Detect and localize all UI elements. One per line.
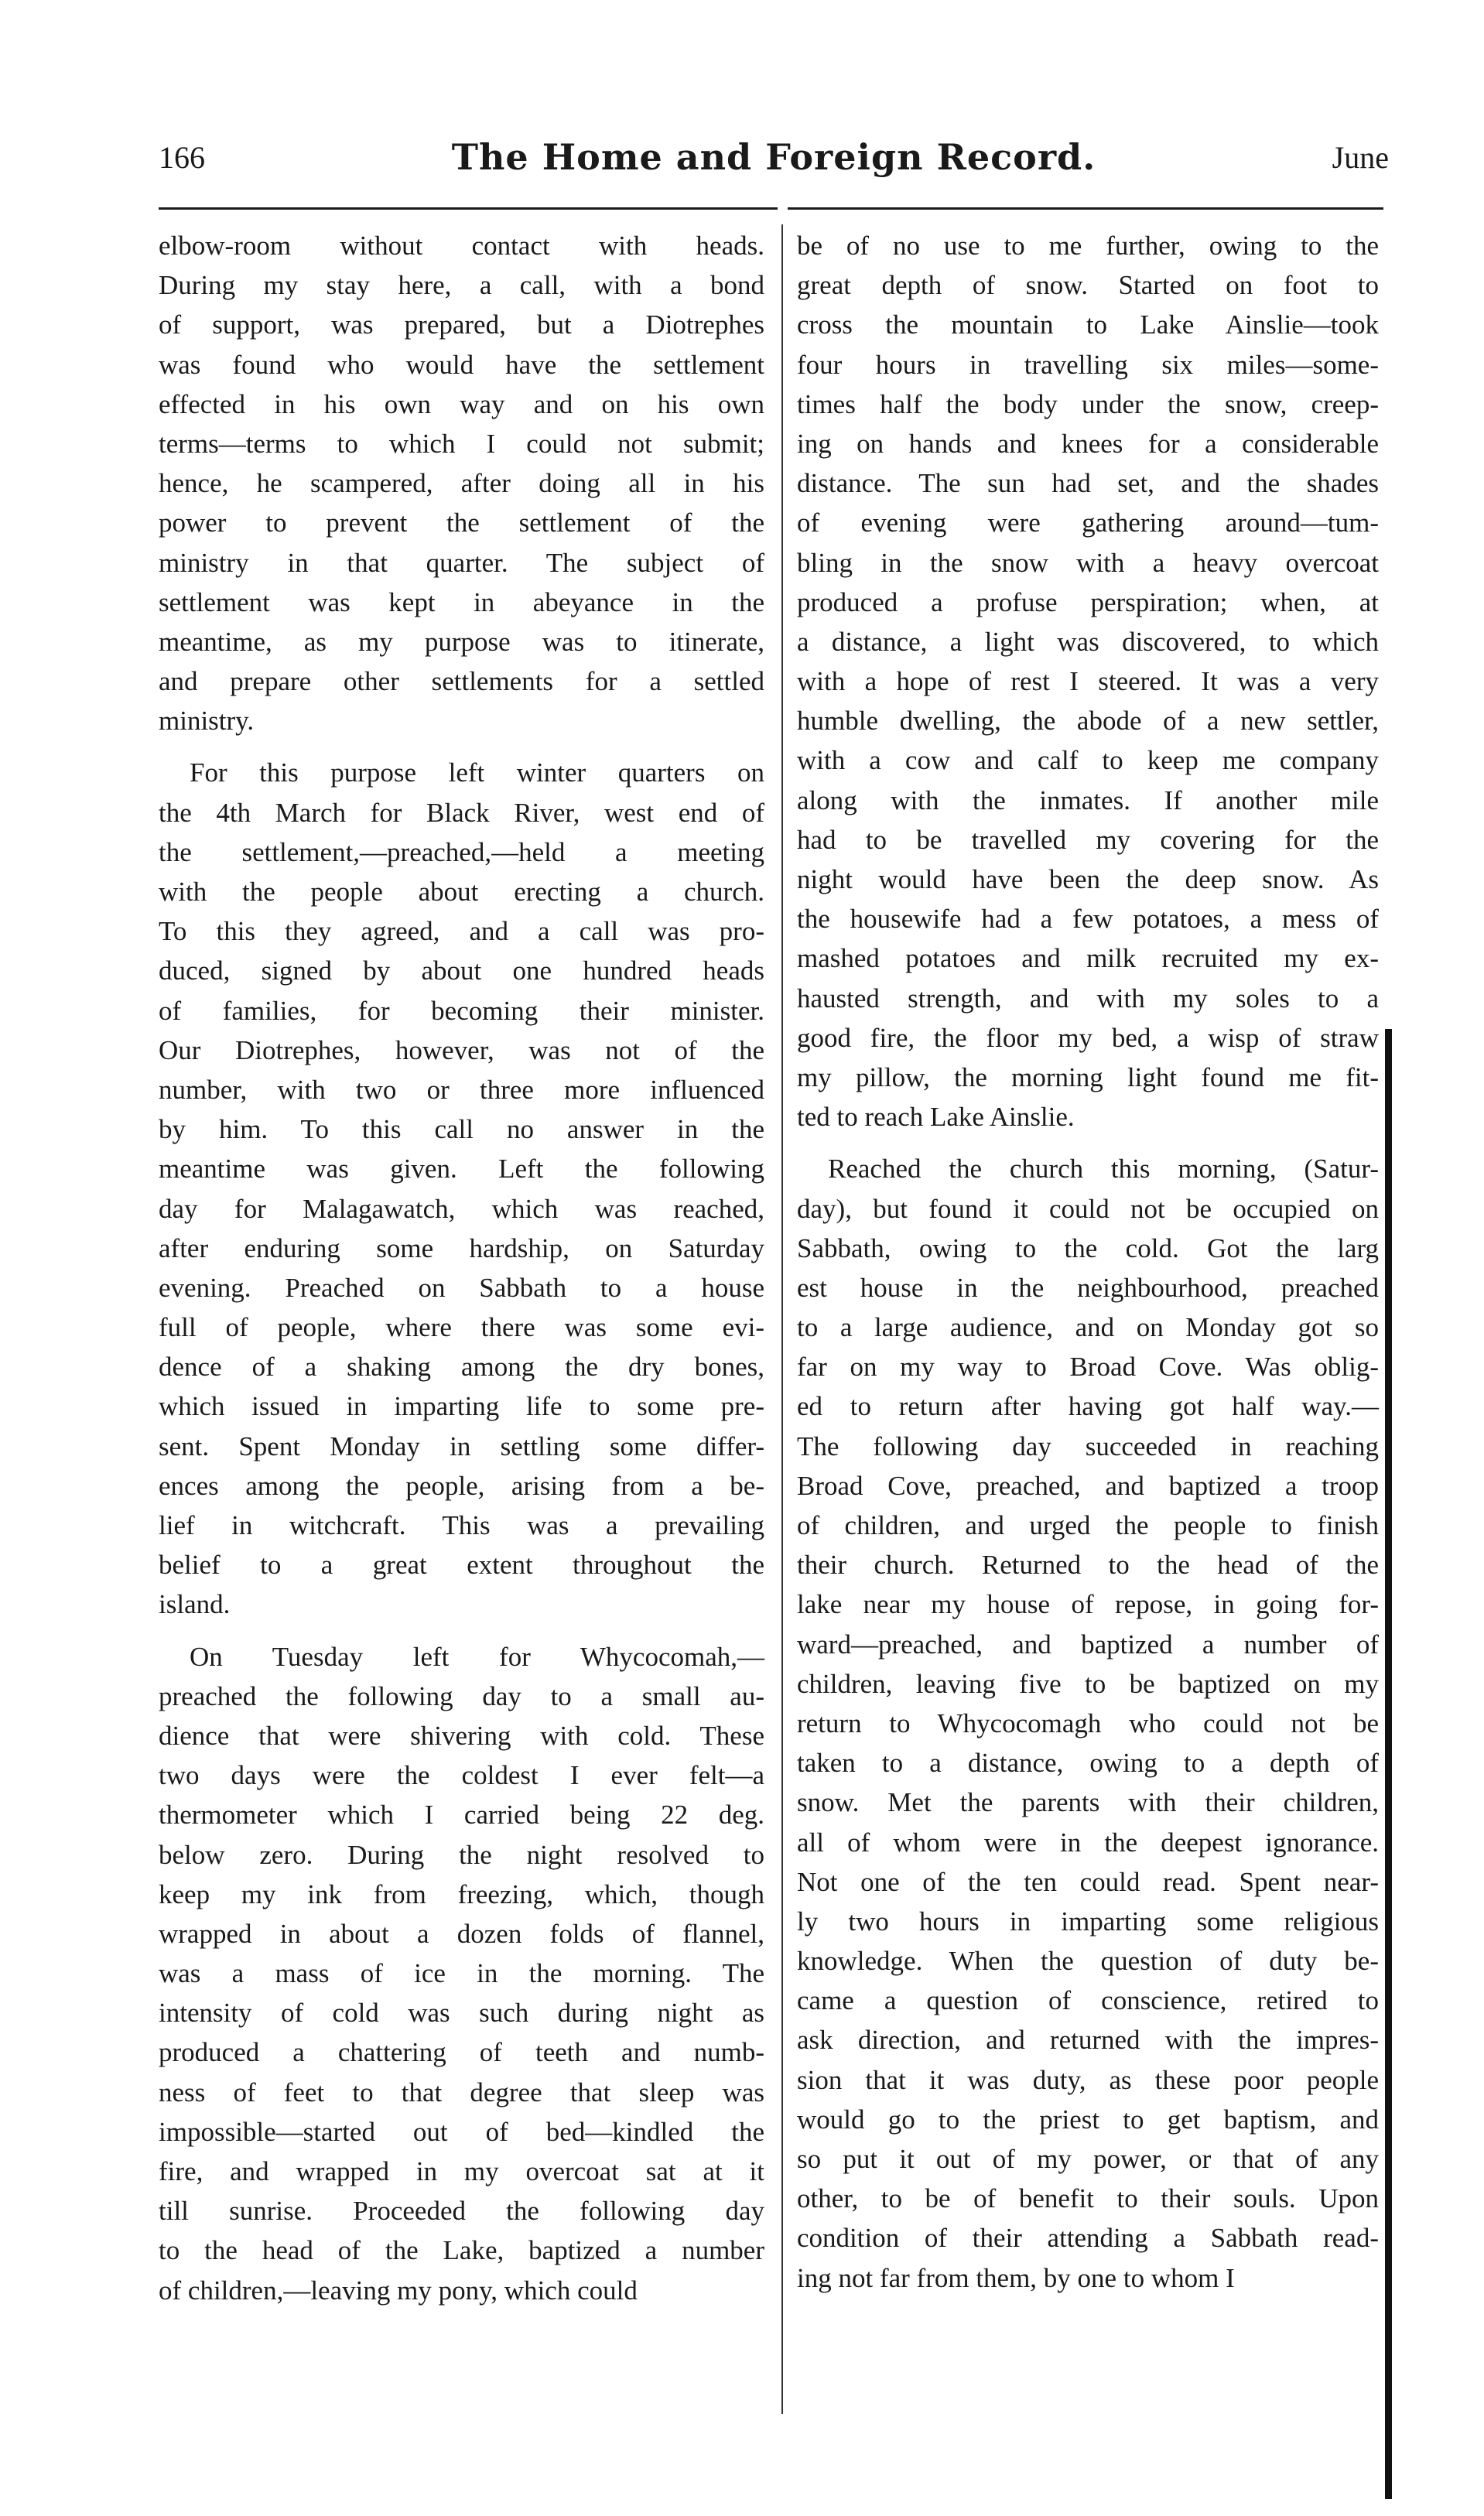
text-line: their church. Returned to the head of the [797,1550,1379,1581]
text-line: hence, he scampered, after doing all in his [159,468,764,499]
text-line: my pillow, the morning light found me fit- [797,1061,1379,1092]
text-line: with a hope of rest I steered. It was a very [797,666,1379,697]
text-line: est house in the neighbourhood, preached [797,1272,1379,1303]
text-line: condition of their attending a Sabbath read- [797,2223,1379,2254]
text-line: humble dwelling, the abode of a new settler, [797,706,1379,737]
header-rule-left [159,207,778,210]
text-line: all of whom were in the deepest ignorance. [797,1827,1379,1858]
text-line: day), but found it could not be occupied on [797,1193,1379,1224]
text-line: number, with two or three more influenced [159,1074,764,1105]
text-line: sion that it was duty, as these poor people [797,2064,1379,2095]
text-line: ask direction, and returned with the impres- [797,2025,1379,2056]
text-line: island. [159,1589,231,1620]
text-line: of children, and urged the people to finish [797,1510,1379,1540]
text-line: times half the body under the snow, creep- [797,388,1379,419]
text-line: full of people, where there was some evi- [159,1312,764,1343]
text-line: terms—terms to which I could not submit; [159,428,764,459]
text-line: fire, and wrapped in my overcoat sat at it [159,2156,764,2186]
page-edge-shadow [1385,1029,1392,2499]
text-line: On Tuesday left for Whycocomah,— [190,1641,764,1672]
text-line: day for Malagawatch, which was reached, [159,1193,764,1224]
running-title: The Home and Foreign Record. [451,136,1096,178]
text-line: ness of feet to that degree that sleep was [159,2077,764,2107]
paragraph-gap [797,1137,1379,1149]
text-line: produced a profuse perspiration; when, at [797,586,1379,617]
text-line: lief in witchcraft. This was a prevailing [159,1510,764,1540]
text-line: great depth of snow. Started on foot to [797,270,1379,301]
right-column [797,226,1379,2298]
text-line: produced a chattering of teeth and numb- [159,2037,764,2068]
text-line: a distance, a light was discovered, to which [797,626,1379,657]
text-line: meantime was given. Left the following [159,1154,764,1185]
text-line: thermometer which I carried being 22 deg. [159,1800,764,1831]
text-line: snow. Met the parents with their children, [797,1787,1379,1818]
text-line: duced, signed by about one hundred heads [159,955,764,986]
text-line: power to prevent the settlement of the [159,508,764,538]
text-line: had to be travelled my covering for the [797,824,1379,855]
text-line: return to Whycocomagh who could not be [797,1708,1379,1738]
text-line: effected in his own way and on his own [159,388,764,419]
text-line: keep my ink from freezing, which, though [159,1878,764,1909]
text-line: below zero. During the night resolved to [159,1839,764,1870]
text-line: night would have been the deep snow. As [797,864,1379,894]
text-line: after enduring some hardship, on Saturday [159,1232,764,1263]
issue-month: June [1332,140,1389,175]
text-line: During my stay here, a call, with a bond [159,270,764,301]
text-line: Our Diotrephes, however, was not of the [159,1034,764,1065]
text-line: by him. To this call no answer in the [159,1114,764,1145]
text-line: four hours in travelling six miles—some- [797,349,1379,380]
text-line: ministry in that quarter. The subject of [159,547,764,578]
text-line: other, to be of benefit to their souls. Upon [797,2183,1379,2214]
text-line: dence of a shaking among the dry bones, [159,1352,764,1383]
text-line: good fire, the floor my bed, a wisp of straw [797,1022,1379,1053]
page-header [159,136,1389,193]
text-line: came a question of conscience, retired to [797,1985,1379,2016]
text-line: till sunrise. Proceeded the following day [159,2196,764,2227]
text-line: hausted strength, and with my soles to a [797,983,1379,1014]
text-line: was found who would have the settlement [159,349,764,380]
text-line: far on my way to Broad Cove. Was oblig- [797,1352,1379,1383]
text-line: distance. The sun had set, and the shades [797,468,1379,499]
text-line: to the head of the Lake, baptized a number [159,2235,764,2266]
text-line: of children,—leaving my pony, which could [159,2275,638,2306]
text-line: The following day succeeded in reaching [797,1431,1379,1461]
text-line: with a cow and calf to keep me company [797,745,1379,776]
text-line: sent. Spent Monday in settling some differ- [159,1431,764,1461]
text-line: with the people about erecting a church. [159,877,764,907]
text-line: the 4th March for Black River, west end of [159,797,764,828]
text-line: settlement was kept in abeyance in the [159,586,764,617]
text-line: ing not far from them, by one to whom I [797,2262,1235,2293]
text-line: Not one of the ten could read. Spent near- [797,1866,1379,1897]
text-line: ences among the people, arising from a be- [159,1470,764,1501]
text-line: Sabbath, owing to the cold. Got the larg [797,1232,1379,1263]
text-line: to a large audience, and on Monday got so [797,1312,1379,1343]
text-line: two days were the coldest I ever felt—a [159,1760,764,1791]
text-line: mashed potatoes and milk recruited my ex- [797,943,1379,974]
text-line: the settlement,—preached,—held a meeting [159,836,764,867]
text-line: To this they agreed, and a call was pro- [159,916,764,947]
text-line: ed to return after having got half way.— [797,1391,1379,1422]
column-divider [781,224,783,2414]
text-line: ted to reach Lake Ainslie. [797,1102,1075,1133]
text-line: taken to a distance, owing to a depth of [797,1748,1379,1779]
text-line: along with the inmates. If another mile [797,785,1379,815]
text-line: belief to a great extent throughout the [159,1550,764,1581]
text-line: of support, was prepared, but a Diotrephes [159,309,764,340]
text-line: children, leaving five to be baptized on my [797,1668,1379,1699]
left-column [159,226,764,2310]
text-line: Reached the church this morning, (Satur- [828,1154,1379,1185]
text-line: ward—preached, and baptized a number of [797,1629,1379,1660]
text-line: of families, for becoming their minister. [159,995,764,1026]
text-line: of evening were gathering around—tum- [797,508,1379,538]
text-line: meantime, as my purpose was to itinerate, [159,626,764,657]
text-line: elbow-room without contact with heads. [159,231,764,261]
text-line: so put it out of my power, or that of any [797,2144,1379,2174]
text-line: dience that were shivering with cold. These [159,1720,764,1751]
text-line: evening. Preached on Sabbath to a house [159,1272,764,1303]
text-line: and prepare other settlements for a settled [159,666,764,697]
text-line: the housewife had a few potatoes, a mess of [797,904,1379,935]
header-rule-right [788,207,1383,210]
paragraph-gap [159,740,764,753]
text-line: impossible—started out of bed—kindled the [159,2116,764,2147]
text-line: would go to the priest to get baptism, and [797,2104,1379,2135]
page-number: 166 [159,140,205,175]
text-line: For this purpose left winter quarters on [190,757,764,788]
text-line: ly two hours in imparting some religious [797,1906,1379,1937]
text-line: ministry. [159,706,255,737]
text-line: bling in the snow with a heavy overcoat [797,547,1379,578]
text-line: wrapped in about a dozen folds of flannel, [159,1918,764,1949]
text-line: cross the mountain to Lake Ainslie—took [797,309,1379,340]
text-line: which issued in imparting life to some pre- [159,1391,764,1422]
text-line: preached the following day to a small au- [159,1680,764,1711]
text-line: was a mass of ice in the morning. The [159,1958,764,1989]
text-line: be of no use to me further, owing to the [797,231,1379,261]
text-line: knowledge. When the question of duty be- [797,1946,1379,1977]
text-line: ing on hands and knees for a considerable [797,428,1379,459]
paragraph-gap [159,1625,764,1637]
text-line: intensity of cold was such during night as [159,1998,764,2029]
text-line: lake near my house of repose, in going for- [797,1589,1379,1620]
text-line: Broad Cove, preached, and baptized a troop [797,1470,1379,1501]
